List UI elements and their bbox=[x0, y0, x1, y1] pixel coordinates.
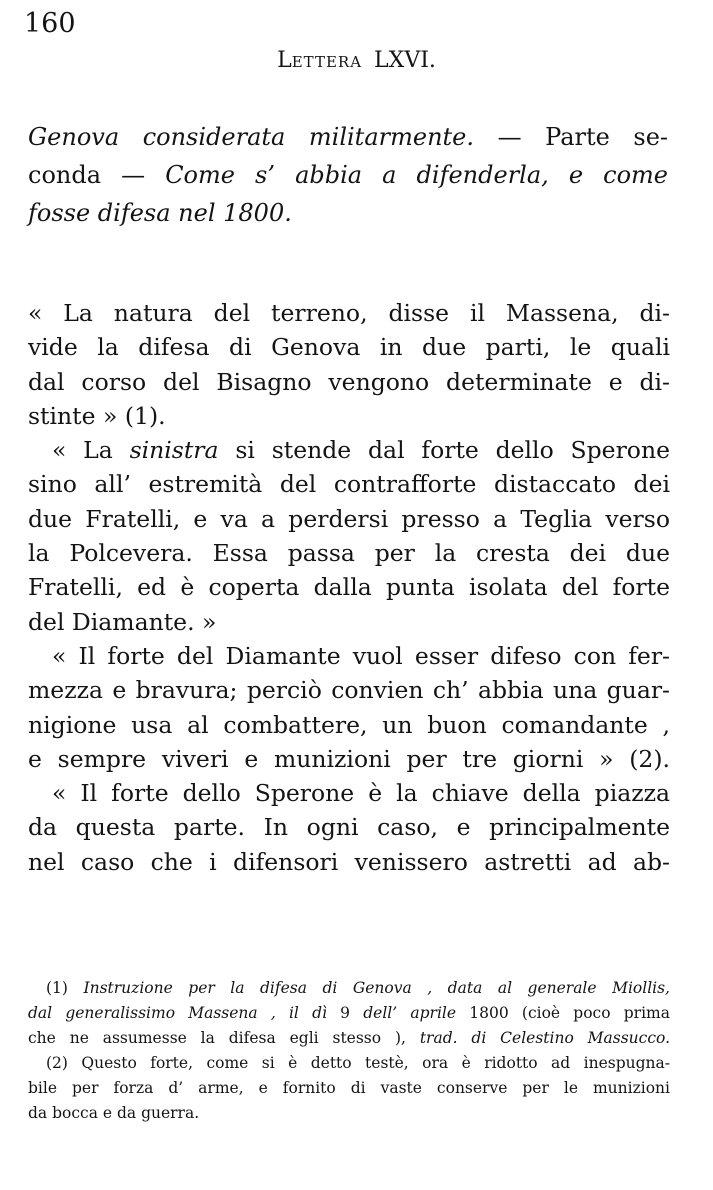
text-line: del Diamante. » bbox=[28, 607, 217, 636]
text-line: nel caso che i difensori venissero astretti ad ab- bbox=[28, 847, 670, 876]
text-line: mezza e bravura; perciò convien ch’ abbia una guar- bbox=[28, 676, 670, 705]
footnote-text: che ne assumesse la difesa egli stesso ), bbox=[28, 1029, 420, 1047]
text-line bbox=[28, 433, 670, 467]
chapter-summary bbox=[28, 118, 668, 232]
text-line: sino all’ estremità del contrafforte distaccato dei bbox=[28, 470, 670, 499]
text-line: nigione usa al combattere, un buon comandante , bbox=[28, 710, 670, 739]
footnote-text-italic: dal generalissimo Massena , il dì bbox=[28, 1004, 341, 1022]
body-text bbox=[28, 296, 670, 879]
text-line: stinte » (1). bbox=[28, 401, 166, 430]
text-line: Fratelli, ed è coperta dalla punta isolata del forte bbox=[28, 573, 670, 602]
text-line: vide la difesa di Genova in due parti, le quali bbox=[28, 333, 670, 362]
footnote-line bbox=[28, 976, 670, 1001]
text-line: e sempre viveri e munizioni per tre giorni » (2). bbox=[28, 744, 670, 773]
summary-line bbox=[28, 118, 668, 156]
page-number: 160 bbox=[24, 8, 76, 39]
footnotes bbox=[28, 976, 670, 1126]
text-segment: si stende dal forte dello Sperone bbox=[218, 436, 670, 465]
footnote-line: da bocca e da guerra. bbox=[28, 1104, 200, 1122]
summary-line bbox=[28, 156, 668, 194]
footnote-text: 1800 (cioè poco prima bbox=[469, 1004, 670, 1022]
summary-text: conda — bbox=[28, 161, 166, 189]
footnote-text-italic: trad. di Celestino Massucco. bbox=[419, 1029, 670, 1047]
text-line: dal corso del Bisagno vengono determinate e di- bbox=[28, 367, 670, 396]
text-line: da questa parte. In ogni caso, e principalmente bbox=[28, 813, 670, 842]
text-segment-italic: sinistra bbox=[129, 436, 219, 465]
text-line: « La natura del terreno, disse il Massena, di- bbox=[28, 299, 670, 327]
summary-line: fosse difesa nel 1800. bbox=[28, 199, 292, 227]
text-line: « Il forte del Diamante vuol esser difeso con fer- bbox=[52, 641, 670, 670]
footnote-line bbox=[28, 1001, 670, 1026]
running-head-word: ettera bbox=[291, 48, 363, 73]
footnote-text: 9 bbox=[340, 1004, 351, 1022]
footnote-line: (2) Questo forte, come si è detto testè, ora è ridotto ad inespugna- bbox=[46, 1054, 670, 1072]
footnote-marker: (1) bbox=[46, 979, 84, 997]
footnote-line bbox=[28, 1026, 670, 1051]
running-head-initial: L bbox=[277, 48, 292, 73]
text-line: « Il forte dello Sperone è la chiave della piazza bbox=[52, 779, 670, 808]
summary-text: — Parte se- bbox=[474, 123, 669, 151]
running-head bbox=[0, 50, 713, 72]
footnote-text-italic: Instruzione per la difesa di Genova , data al generale Miollis, bbox=[83, 979, 670, 997]
running-head-number: LXVI. bbox=[374, 48, 436, 73]
footnote-line: bile per forza d’ arme, e fornito di vaste conserve per le munizioni bbox=[28, 1079, 670, 1097]
text-line: due Fratelli, e va a perdersi presso a Teglia verso bbox=[28, 504, 670, 533]
summary-text: Come s’ abbia a difenderla, e come bbox=[165, 161, 669, 189]
summary-text: Genova considerata militarmente. bbox=[28, 123, 475, 151]
footnote-text-italic: dell’ aprile bbox=[350, 1004, 470, 1022]
text-segment: « La bbox=[52, 436, 130, 465]
text-line: la Polcevera. Essa passa per la cresta dei due bbox=[28, 539, 670, 568]
